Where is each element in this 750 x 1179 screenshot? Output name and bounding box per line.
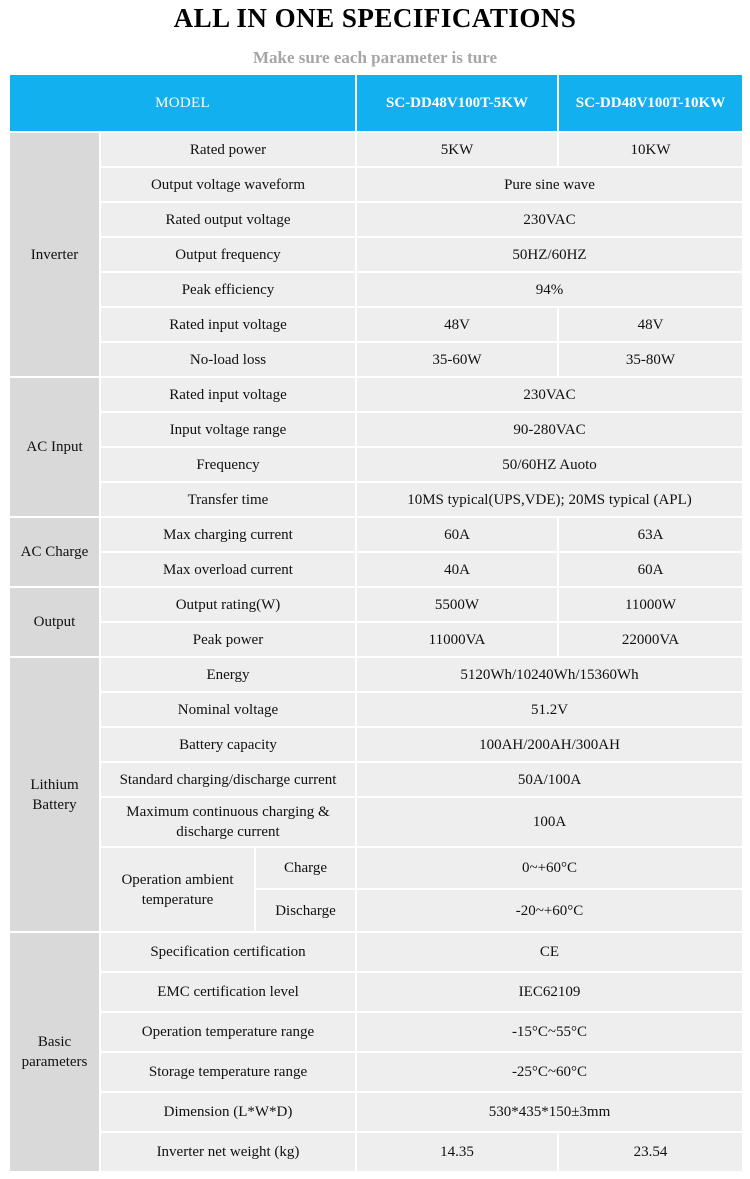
value-shared: 94% xyxy=(356,272,743,307)
table-row xyxy=(9,1132,743,1172)
value-10kw: 48V xyxy=(558,307,743,342)
value-shared: 100A xyxy=(356,797,743,847)
value-5kw: 35-60W xyxy=(356,342,558,377)
group-ac-charge: AC Charge xyxy=(9,517,100,587)
row-label: Rated input voltage xyxy=(100,377,356,412)
table-row xyxy=(9,342,743,377)
table-row xyxy=(9,412,743,447)
value-5kw: 40A xyxy=(356,552,558,587)
group-ac-input: AC Input xyxy=(9,377,100,517)
row-label-line: Operation ambient xyxy=(121,871,234,888)
table-row xyxy=(9,237,743,272)
group-label-line: Basic xyxy=(37,1034,72,1050)
table-row xyxy=(9,587,743,622)
value-10kw: 22000VA xyxy=(558,622,743,657)
sub-label-charge: Charge xyxy=(255,847,356,889)
value-10kw: 10KW xyxy=(558,132,743,167)
group-label-line: parameters xyxy=(21,1054,88,1070)
table-row xyxy=(9,377,743,412)
table-row xyxy=(9,727,743,762)
row-label: Specification certification xyxy=(100,932,356,972)
row-label xyxy=(100,797,356,847)
sub-label-discharge: Discharge xyxy=(255,889,356,932)
value-shared: -20~+60°C xyxy=(356,889,743,932)
row-label-line: Maximum continuous charging & xyxy=(126,804,330,820)
value-5kw: 48V xyxy=(356,307,558,342)
table-row xyxy=(9,932,743,972)
group-output: Output xyxy=(9,587,100,657)
table-row xyxy=(9,202,743,237)
group-inverter: Inverter xyxy=(9,132,100,377)
value-shared: -25°C~60°C xyxy=(356,1052,743,1092)
group-basic-parameters xyxy=(9,932,100,1172)
row-label: Storage temperature range xyxy=(100,1052,356,1092)
value-shared: 50/60HZ Auoto xyxy=(356,447,743,482)
row-label: No-load loss xyxy=(100,342,356,377)
row-label: Peak power xyxy=(100,622,356,657)
value-10kw: 35-80W xyxy=(558,342,743,377)
value-shared: 530*435*150±3mm xyxy=(356,1092,743,1132)
table-row xyxy=(9,447,743,482)
value-shared: 51.2V xyxy=(356,692,743,727)
row-label: Input voltage range xyxy=(100,412,356,447)
value-5kw: 5KW xyxy=(356,132,558,167)
row-label: Inverter net weight (kg) xyxy=(100,1132,356,1172)
table-row xyxy=(9,1092,743,1132)
table-row xyxy=(9,847,743,889)
value-5kw: 60A xyxy=(356,517,558,552)
table-row xyxy=(9,762,743,797)
value-5kw: 14.35 xyxy=(356,1132,558,1172)
row-label: Operation temperature range xyxy=(100,1012,356,1052)
value-shared: 230VAC xyxy=(356,202,743,237)
table-row xyxy=(9,307,743,342)
table-row xyxy=(9,622,743,657)
row-label: Transfer time xyxy=(100,482,356,517)
table-row xyxy=(9,272,743,307)
value-shared: 50A/100A xyxy=(356,762,743,797)
row-label: Rated power xyxy=(100,132,356,167)
header-model: MODEL xyxy=(9,74,356,132)
page-subtitle: Make sure each parameter is ture xyxy=(8,43,742,73)
value-shared: 90-280VAC xyxy=(356,412,743,447)
value-shared: 0~+60°C xyxy=(356,847,743,889)
header-model-10kw: SC-DD48V100T-10KW xyxy=(558,74,743,132)
value-shared: 5120Wh/10240Wh/15360Wh xyxy=(356,657,743,692)
row-label-line: temperature xyxy=(141,891,214,908)
row-label-operation-ambient xyxy=(100,847,255,932)
row-label: Rated input voltage xyxy=(100,307,356,342)
group-label-line: Battery xyxy=(32,796,77,813)
header-model-5kw: SC-DD48V100T-5KW xyxy=(356,74,558,132)
row-label: Output rating(W) xyxy=(100,587,356,622)
value-shared: Pure sine wave xyxy=(356,167,743,202)
table-row xyxy=(9,552,743,587)
spec-table xyxy=(8,73,744,1173)
table-row xyxy=(9,657,743,692)
table-row xyxy=(9,1052,743,1092)
page-title: ALL IN ONE SPECIFICATIONS xyxy=(173,3,577,33)
row-label: Dimension (L*W*D) xyxy=(100,1092,356,1132)
value-10kw: 23.54 xyxy=(558,1132,743,1172)
table-row xyxy=(9,482,743,517)
value-shared: 50HZ/60HZ xyxy=(356,237,743,272)
value-shared: CE xyxy=(356,932,743,972)
row-label: Max overload current xyxy=(100,552,356,587)
table-row xyxy=(9,797,743,847)
row-label: Battery capacity xyxy=(100,727,356,762)
row-label: Nominal voltage xyxy=(100,692,356,727)
value-5kw: 11000VA xyxy=(356,622,558,657)
value-shared: 10MS typical(UPS,VDE); 20MS typical (APL) xyxy=(356,482,743,517)
row-label-line: discharge current xyxy=(176,824,280,840)
row-label: EMC certification level xyxy=(100,972,356,1012)
row-label: Output voltage waveform xyxy=(100,167,356,202)
value-shared: 100AH/200AH/300AH xyxy=(356,727,743,762)
value-5kw: 5500W xyxy=(356,587,558,622)
row-label: Rated output voltage xyxy=(100,202,356,237)
group-label-line: Lithium xyxy=(30,776,79,793)
value-shared: -15°C~55°C xyxy=(356,1012,743,1052)
table-row xyxy=(9,972,743,1012)
row-label: Energy xyxy=(100,657,356,692)
header-row xyxy=(9,74,743,132)
value-10kw: 11000W xyxy=(558,587,743,622)
row-label: Standard charging/discharge current xyxy=(100,762,356,797)
group-lithium-battery xyxy=(9,657,100,932)
table-row xyxy=(9,132,743,167)
value-10kw: 63A xyxy=(558,517,743,552)
value-10kw: 60A xyxy=(558,552,743,587)
table-row xyxy=(9,1012,743,1052)
table-row xyxy=(9,167,743,202)
row-label: Output frequency xyxy=(100,237,356,272)
value-shared: 230VAC xyxy=(356,377,743,412)
table-row xyxy=(9,517,743,552)
row-label: Max charging current xyxy=(100,517,356,552)
row-label: Frequency xyxy=(100,447,356,482)
table-row xyxy=(9,692,743,727)
value-shared: IEC62109 xyxy=(356,972,743,1012)
row-label: Peak efficiency xyxy=(100,272,356,307)
